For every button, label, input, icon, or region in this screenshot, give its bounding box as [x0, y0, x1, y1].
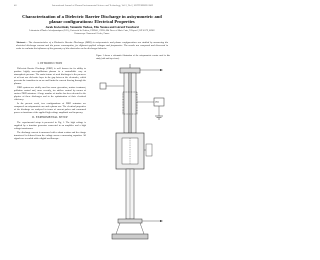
gas-outlet-arrow	[160, 220, 163, 222]
paper-affiliations: Laboratoire d'Études Aérodynamiques (LEA), Université de Poitiers, ENSMA, CNRS; Bld Pierre et Marie Curie, Téléport 2, BP 30179, 86962 Futuroscope Chasseneuil Cedex, France	[29, 30, 155, 35]
hv-label: HV	[155, 101, 159, 105]
page-number: 48	[14, 4, 17, 7]
left-port-box	[100, 83, 106, 89]
measuring-capacitor	[146, 144, 152, 156]
running-header	[14, 4, 172, 12]
intro-heading: I. INTRODUCTION	[37, 62, 63, 66]
support-left	[116, 223, 120, 234]
setup-paragraph-1: The experimental setup is presented in Fig. 1. The high voltage is supplied by a function generator connected to an amplifier and a high voltage transformer.	[14, 120, 86, 130]
abstract-label: Abstract	[16, 41, 26, 44]
paper-title: Characterization of a Dielectric Barrier Discharge in axisymmetric and planar configurations: Electrical Properties	[22, 14, 162, 25]
intro-paragraph-2: DBD systems are widely used for ozone generation, surface treatment, pollution control and, more recently, for airflow control by means of surface DBD actuators. A large number of studies has been devoted to the physics of these discharges and to the optimization of their electrical efficiency.	[14, 85, 86, 102]
setup-heading: II. EXPERIMENTAL SETUP	[32, 116, 68, 120]
reactor-top-cap	[120, 68, 140, 73]
reactor-schematic-figure	[98, 64, 170, 252]
left-column	[14, 60, 86, 141]
support-right	[140, 223, 144, 234]
inner-electrode	[129, 73, 132, 133]
figure-caption: Figure 1 shows a schematic illustration of the axisymmetric reactor used in this study (side and top views).	[96, 55, 170, 60]
abstract-text: — The characteristics of a Dielectric Barrier Discharge (DBD) in axisymmetric and planar configurations are studied by measuring the electrical discharge current and the power consumption, for different applied voltages and frequencies. The results are compared and discussed in order to evaluate the influence of the geometry of the electrodes on the discharge behavior.	[16, 41, 168, 51]
intro-paragraph-3: In the present work, two configurations of DBD actuators are compared: an axisymmetric one and a planar one. The electrical properties of the discharge are analysed in terms of current pulses and consumed power as functions of the applied high voltage amplitude and frequency.	[14, 101, 86, 115]
paper-authors: Jacek Kwieciński, Venanziu Tudose, Elio Nesma and Gérard Touchard	[45, 25, 139, 29]
setup-paragraph-2: The discharge current is measured with a shunt resistor and the charge transferred is deduced from the voltage across a measuring capacitor. All signals are recorded with a digital oscilloscope.	[14, 130, 86, 140]
abstract	[16, 41, 168, 51]
lower-flange	[118, 219, 142, 223]
journal-name: International Journal of Plasma Environmental Science and Technology, Vol.3, No.2, SEPTEMBER 2009	[52, 4, 153, 7]
right-column	[96, 55, 170, 61]
gas-inlet-arrow	[160, 69, 163, 71]
reactor-schematic	[98, 64, 170, 252]
base-plate	[112, 234, 148, 239]
intro-paragraph-1: Dielectric Barrier Discharge (DBD) is well known for its ability to produce highly non-equilibrium plasma in a controllable way at atmospheric pressure. The main feature of such discharges is the presence of at least one dielectric layer in the gap between the electrodes, which prevents the transition to an arc and limits the current flowing through the plasma.	[14, 66, 86, 86]
